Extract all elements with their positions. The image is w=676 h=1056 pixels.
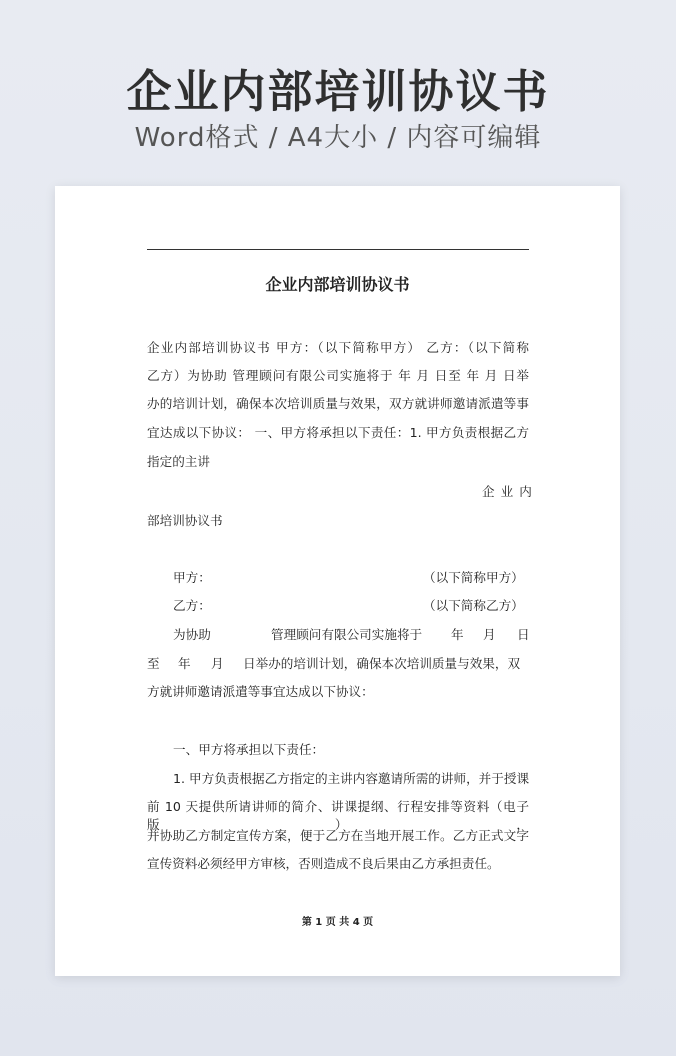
- summary-line: 企业内部培训协议书 甲方：（以下简称甲方） 乙方：（以下简称: [147, 340, 529, 355]
- assist-year: 年: [451, 627, 464, 642]
- assist-month: 月: [483, 627, 496, 642]
- summary-line: 乙方）为协助 管理顾问有限公司实施将于 年 月 日至 年 月 日举: [147, 368, 529, 383]
- page-footer: 第 1 页 共 4 页: [301, 917, 374, 928]
- party-b-note: （以下简称乙方）: [423, 598, 524, 613]
- summary-line: 宜达成以下协议： 一、甲方将承担以下责任：1. 甲方负责根据乙方: [147, 425, 529, 440]
- assist-day: 日: [517, 627, 530, 642]
- section-heading: 一、甲方将承担以下责任：: [173, 742, 325, 757]
- header-right-text: 企业内: [482, 484, 538, 499]
- clause-line: 并协助乙方制定宣传方案，便于乙方在当地开展工作。乙方正式文字: [147, 828, 529, 843]
- date-year: 年: [178, 656, 191, 671]
- summary-line: 指定的主讲: [147, 454, 210, 469]
- date-to: 至: [147, 656, 160, 671]
- party-a-label: 甲方：: [173, 570, 211, 585]
- assist-text: 管理顾问有限公司实施将于: [271, 627, 423, 642]
- date-rest: 日举办的培训计划，确保本次培训质量与效果，双: [243, 656, 521, 671]
- party-a-note: （以下简称甲方）: [423, 570, 524, 585]
- assist-text: 为协助: [173, 627, 211, 642]
- clause-line: 前 10 天提供所请讲师的简介、讲课提纲、行程安排等资料（电子版），: [147, 799, 529, 832]
- header-rule: [147, 249, 529, 250]
- banner-subtitle: Word格式 / A4大小 / 内容可编辑: [134, 123, 542, 153]
- clause-line: 1. 甲方负责根据乙方指定的主讲内容邀请所需的讲师，并于授课: [173, 771, 530, 786]
- header-continued-text: 部培训协议书: [147, 513, 223, 528]
- document-title: 企业内部培训协议书: [265, 275, 410, 294]
- clause-line: 宣传资料必须经甲方审核，否则造成不良后果由乙方承担责任。: [147, 856, 500, 871]
- party-b-label: 乙方：: [173, 598, 211, 613]
- date-month: 月: [211, 656, 224, 671]
- document-page: [55, 186, 620, 976]
- agree-line: 方就讲师邀请派遣等事宜达成以下协议：: [147, 684, 374, 699]
- banner-title: 企业内部培训协议书: [126, 65, 550, 118]
- summary-line: 办的培训计划，确保本次培训质量与效果，双方就讲师邀请派遣等事: [147, 396, 529, 411]
